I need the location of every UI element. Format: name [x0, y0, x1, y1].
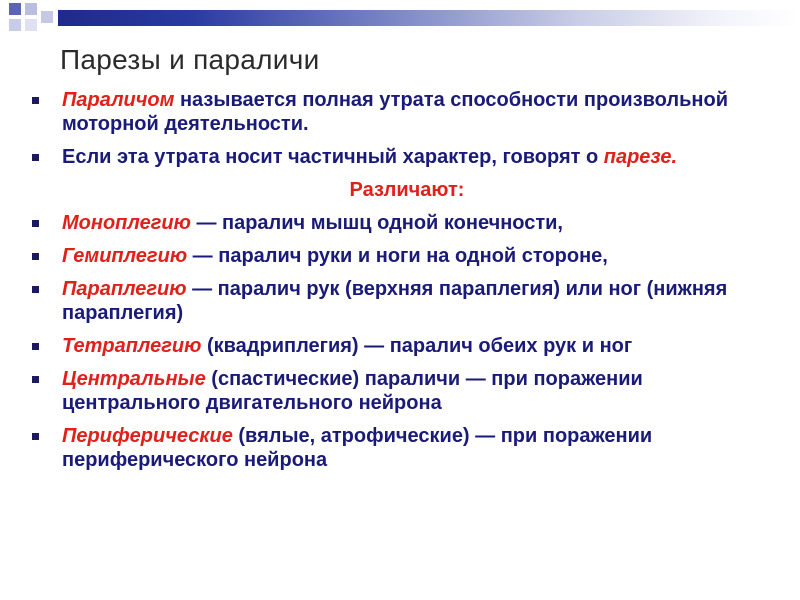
square-bullet-icon	[32, 154, 39, 161]
term-paralysis: Параличом	[62, 89, 175, 111]
square-bullet-icon	[32, 343, 39, 350]
list-item	[32, 88, 782, 136]
definition-text: называется полная утрата способности произвольной моторной деятельности.	[62, 89, 728, 135]
deco-square	[24, 2, 38, 16]
term-monoplegia: Моноплегию	[62, 212, 191, 234]
square-bullet-icon	[32, 376, 39, 383]
definition-text: (вялые, атрофические) — при поражении периферического нейрона	[62, 425, 653, 471]
slide-title: Парезы и параличи	[60, 44, 320, 75]
header-decoration	[0, 0, 800, 40]
list-item	[32, 277, 782, 325]
term-peripheral: Периферические	[62, 425, 233, 447]
square-bullet-icon	[32, 433, 39, 440]
definition-text: — паралич мышц одной конечности,	[190, 212, 563, 234]
list-item	[32, 334, 782, 358]
deco-square	[40, 10, 54, 24]
slide-content	[32, 88, 782, 481]
deco-square	[24, 18, 38, 32]
distinguish-heading: Различают:	[349, 179, 465, 201]
deco-square	[8, 2, 22, 16]
list-item	[32, 424, 782, 472]
definition-text: — паралич руки и ноги на одной стороне,	[187, 245, 608, 267]
term-paraplegia: Параплегию	[62, 278, 187, 300]
term-hemiplegia: Гемиплегию	[62, 245, 188, 267]
square-bullet-icon	[32, 286, 39, 293]
definition-text: Если эта утрата носит частичный характер, говорят о	[62, 146, 604, 168]
list-item	[32, 367, 782, 415]
list-item	[32, 145, 782, 169]
definition-text: (спастические) параличи — при поражении центрального двигательного нейрона	[62, 368, 643, 414]
list-item	[32, 211, 782, 235]
definition-text: — паралич рук (верхняя параплегия) или ног (нижняя параплегия)	[62, 278, 728, 324]
term-paresis: парезе.	[603, 146, 678, 168]
square-bullet-icon	[32, 97, 39, 104]
term-central: Центральные	[62, 368, 206, 390]
square-bullet-icon	[32, 253, 39, 260]
header-gradient-band	[58, 10, 800, 26]
list-item	[32, 244, 782, 268]
deco-square	[8, 18, 22, 32]
term-tetraplegia: Тетраплегию	[62, 335, 202, 357]
square-bullet-icon	[32, 220, 39, 227]
definition-text: (квадриплегия) — паралич обеих рук и ног	[201, 335, 633, 357]
